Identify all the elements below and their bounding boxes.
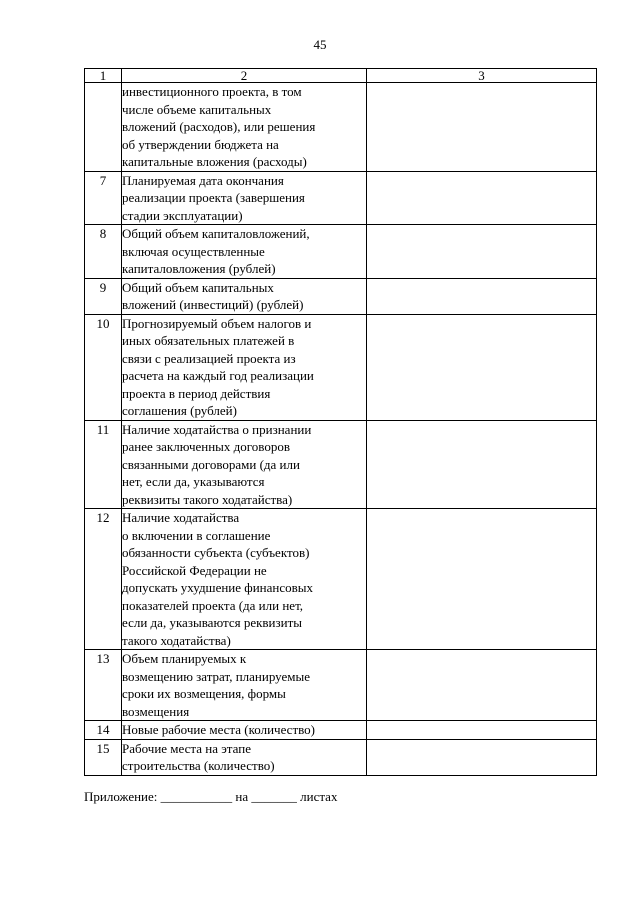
row-description: Наличие ходатайства о признании ранее заключенных договоров связанными договорами (да или нет, если да, указываются реквизиты такого ходатайства) — [122, 420, 367, 509]
attachment-line — [84, 789, 337, 805]
row-description: инвестиционного проекта, в том числе объеме капитальных вложений (расходов), или решения об утверждении бюджета на капитальные вложения (расходы) — [122, 83, 367, 172]
header-col-1: 1 — [85, 69, 122, 83]
row-value — [367, 650, 597, 721]
table-row — [85, 278, 597, 314]
row-number: 8 — [85, 225, 122, 279]
row-number: 7 — [85, 171, 122, 225]
row-value — [367, 739, 597, 775]
row-value — [367, 171, 597, 225]
row-value — [367, 314, 597, 420]
row-value — [367, 509, 597, 650]
table-row — [85, 739, 597, 775]
attachment-suffix: листах — [300, 789, 338, 804]
table-row — [85, 650, 597, 721]
table-header-row — [85, 69, 597, 83]
row-value — [367, 225, 597, 279]
row-number: 10 — [85, 314, 122, 420]
row-description: Общий объем капитальных вложений (инвестиций) (рублей) — [122, 278, 367, 314]
row-description: Новые рабочие места (количество) — [122, 721, 367, 740]
header-col-2: 2 — [122, 69, 367, 83]
table-header — [85, 69, 597, 83]
table-row — [85, 420, 597, 509]
table-row — [85, 721, 597, 740]
attachment-label: Приложение: — [84, 789, 158, 804]
table-row — [85, 314, 597, 420]
attachment-mid: на — [235, 789, 249, 804]
row-value — [367, 420, 597, 509]
row-value — [367, 278, 597, 314]
row-description: Объем планируемых к возмещению затрат, планируемые сроки их возмещения, формы возмещения — [122, 650, 367, 721]
row-number: 12 — [85, 509, 122, 650]
page-number: 45 — [313, 37, 327, 52]
row-description: Рабочие места на этапе строительства (количество) — [122, 739, 367, 775]
table-row — [85, 83, 597, 172]
table-body — [85, 83, 597, 776]
row-description: Наличие ходатайства о включении в соглашение обязанности субъекта (субъектов) Российской Федерации не допускать ухудшение финансовых показателей проекта (да или нет, если да, указываются реквизиты такого ходатайства) — [122, 509, 367, 650]
table-row — [85, 225, 597, 279]
table-row — [85, 171, 597, 225]
attachment-blank-count: ___________ — [160, 789, 233, 804]
row-number — [85, 83, 122, 172]
row-value — [367, 83, 597, 172]
row-description: Прогнозируемый объем налогов и иных обязательных платежей в связи с реализацией проекта из расчета на каждый год реализации проекта в период действия соглашения (рублей) — [122, 314, 367, 420]
row-description: Общий объем капиталовложений, включая осуществленные капиталовложения (рублей) — [122, 225, 367, 279]
row-description: Планируемая дата окончания реализации проекта (завершения стадии эксплуатации) — [122, 171, 367, 225]
document-table — [84, 68, 597, 776]
table-row — [85, 509, 597, 650]
row-number: 15 — [85, 739, 122, 775]
attachment-blank-sheets: _______ — [251, 789, 297, 804]
header-col-3: 3 — [367, 69, 597, 83]
row-number: 14 — [85, 721, 122, 740]
row-number: 13 — [85, 650, 122, 721]
row-value — [367, 721, 597, 740]
row-number: 11 — [85, 420, 122, 509]
row-number: 9 — [85, 278, 122, 314]
